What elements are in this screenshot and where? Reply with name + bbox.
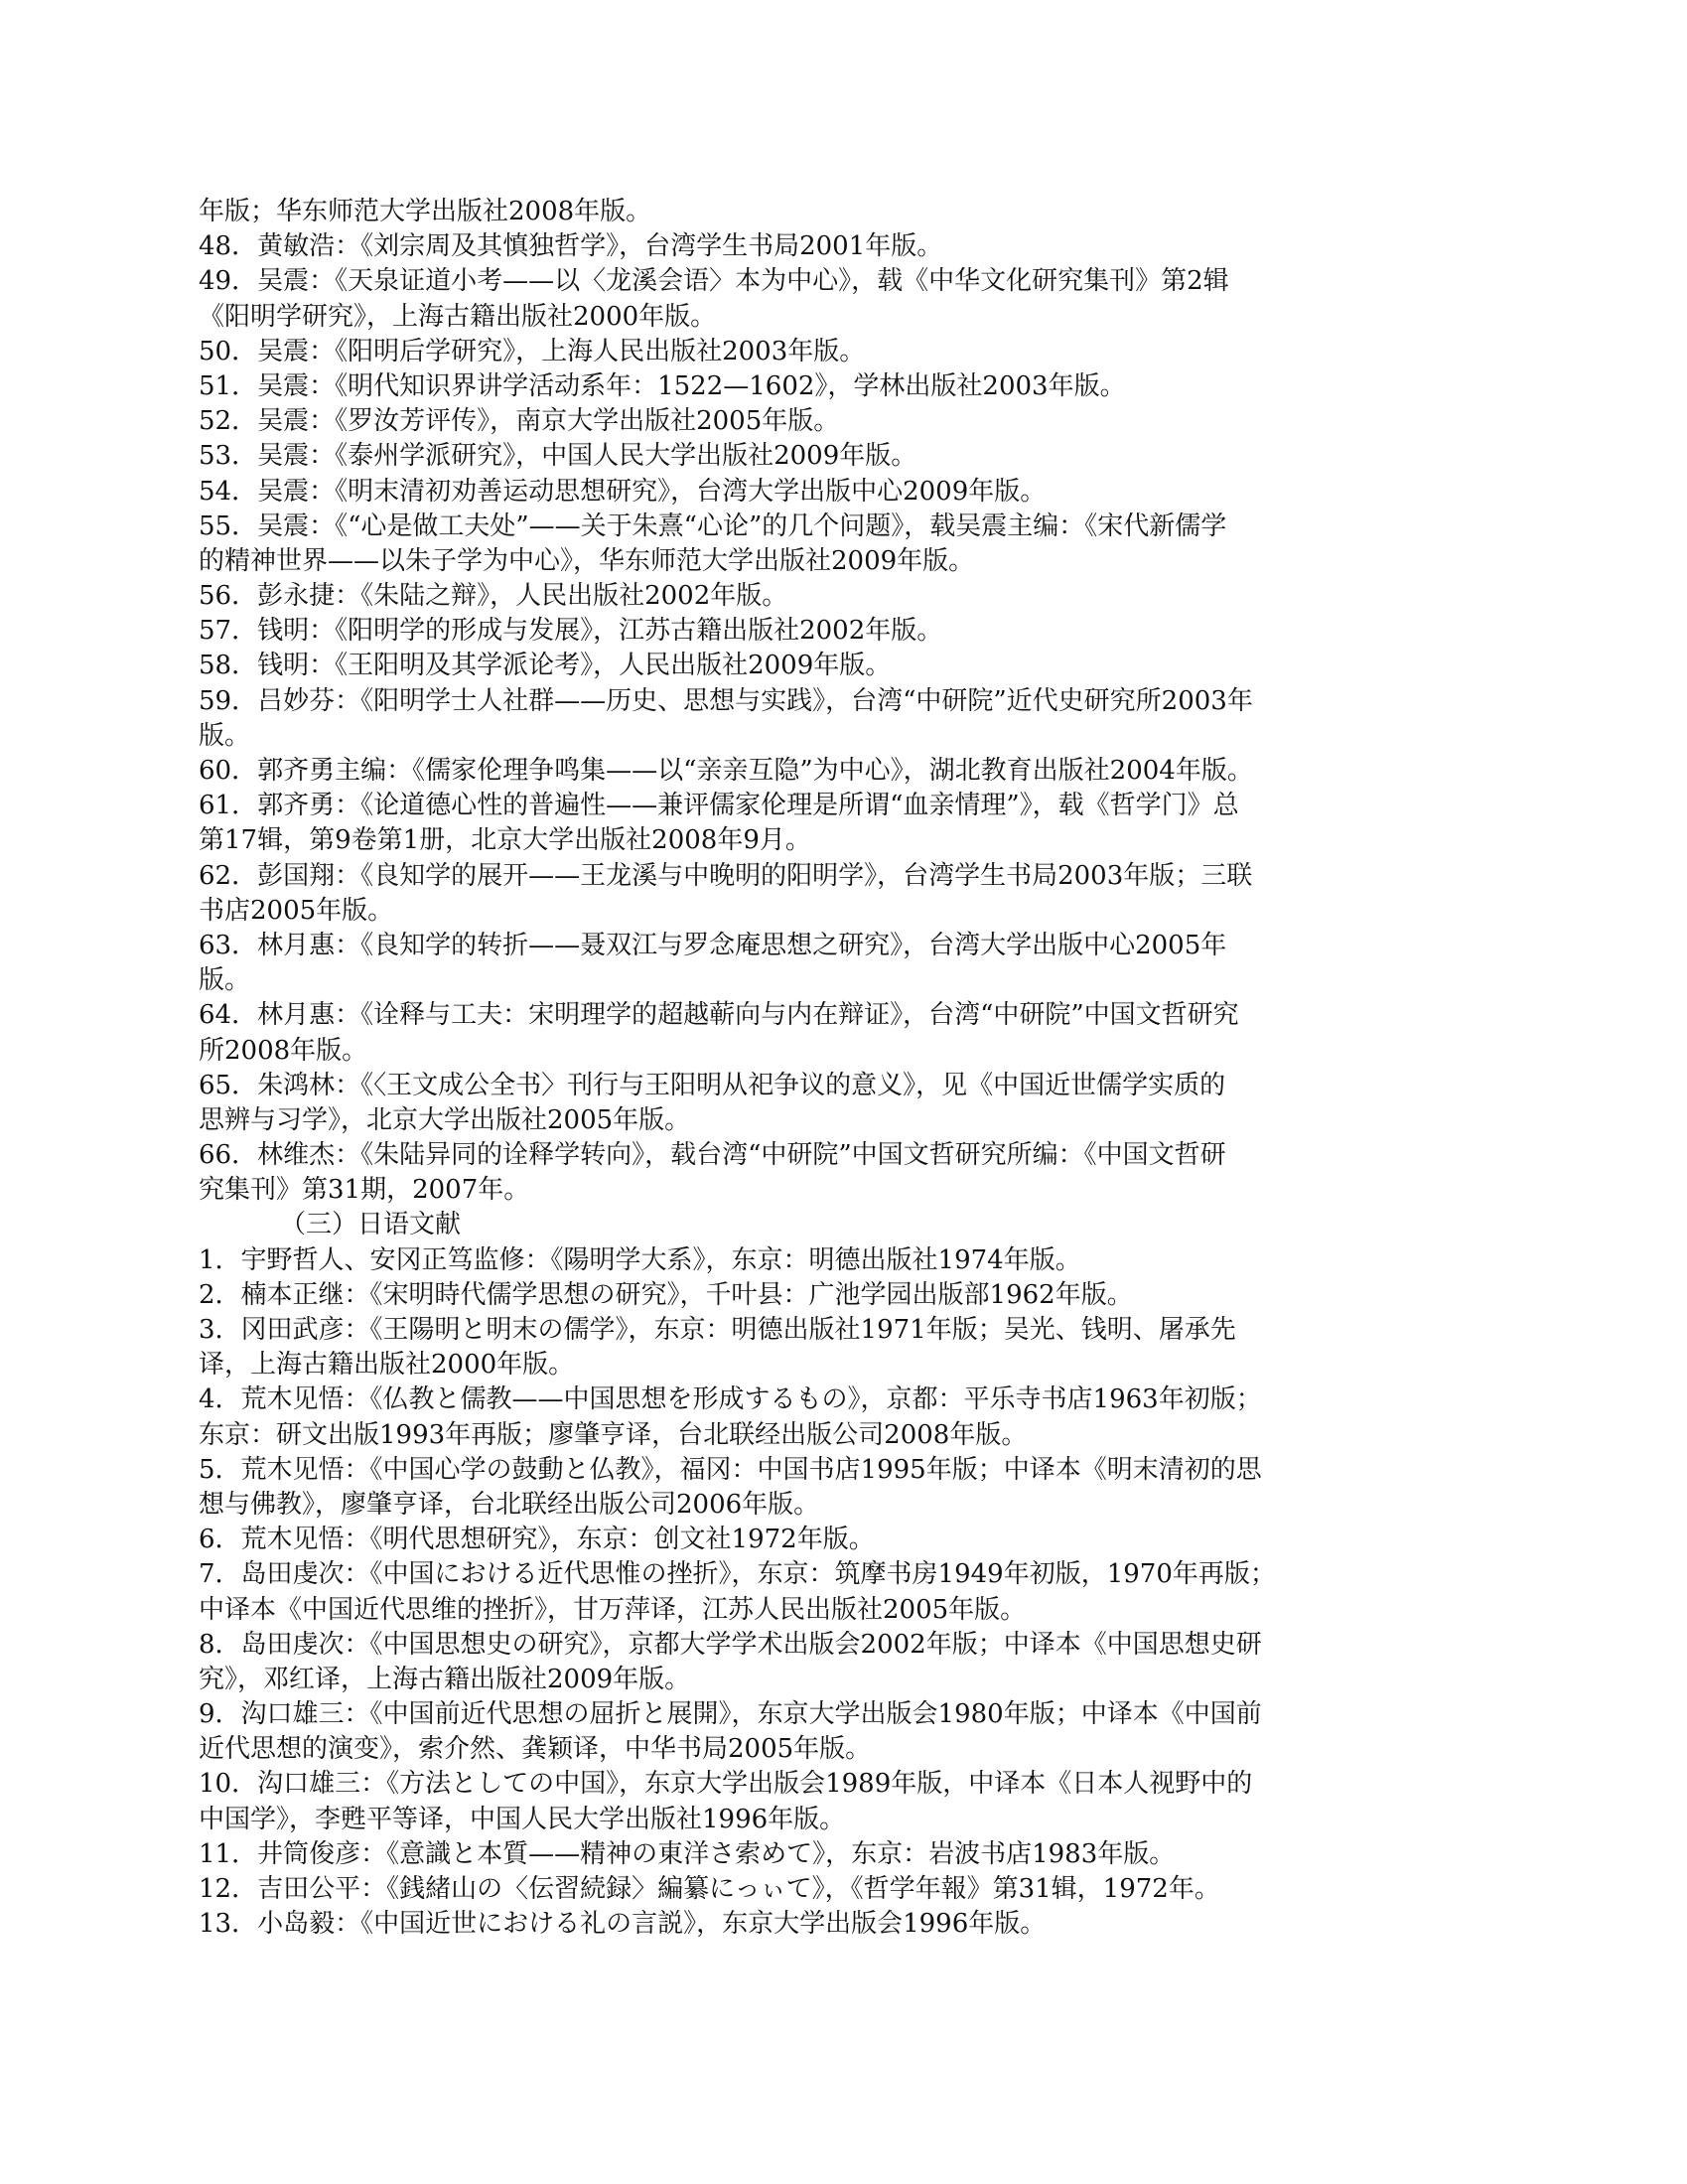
reference-entry: 48．黄敏浩：《刘宗周及其慎独哲学》，台湾学生书局2001年版。 [199, 231, 943, 262]
reference-entry: 4．荒木见悟：《仏教と儒教——中国思想を形成するもの》，京都：平乐寺书店1963年初版； [199, 1384, 1262, 1415]
reference-entry: 63．林月惠：《良知学的转折——聂双江与罗念庵思想之研究》，台湾大学出版中心2005年 [199, 930, 1227, 960]
reference-entry-continuation: 中国学》，李甦平等译，中国人民大学出版社1996年版。 [199, 1804, 846, 1834]
reference-entry: 60．郭齐勇主编：《儒家伦理争鸣集——以“亲亲互隐”为中心》，湖北教育出版社2004年版。 [199, 756, 1253, 786]
reference-entry-continuation: 所2008年版。 [199, 1035, 368, 1066]
reference-entry: 64．林月惠：《诠释与工夫：宋明理学的超越蕲向与内在辩证》，台湾“中研院”中国文哲研究 [199, 1000, 1239, 1031]
reference-entry-continuation: 思辨与习学》，北京大学出版社2005年版。 [199, 1104, 691, 1135]
reference-entry-continuation: 究集刊》第31期，2007年。 [199, 1175, 530, 1206]
reference-entry-continuation: 的精神世界——以朱子学为中心》，华东师范大学出版社2009年版。 [199, 545, 975, 576]
reference-entry: 10．沟口雄三：《方法としての中国》，东京大学出版会1989年版，中译本《日本人视野中的 [199, 1769, 1253, 1800]
reference-entry: 62．彭国翔：《良知学的展开——王龙溪与中晚明的阳明学》，台湾学生书局2003年版；三联 [199, 860, 1253, 891]
reference-entry: 8．岛田虔次：《中国思想史の研究》，京都大学学术出版会2002年版；中译本《中国思想史研 [199, 1629, 1262, 1660]
reference-entry-continuation: 究》，邓红译，上海古籍出版社2009年版。 [199, 1664, 691, 1694]
reference-entry: 3．冈田武彦：《王陽明と明末の儒学》，东京：明德出版社1971年版；吴光、钱明、屠承先 [199, 1315, 1236, 1345]
reference-entry: 54．吴震：《明末清初劝善运动思想研究》，台湾大学出版中心2009年版。 [199, 476, 1047, 507]
reference-entry-continuation: 译，上海古籍出版社2000年版。 [199, 1350, 575, 1381]
reference-entry: 53．吴震：《泰州学派研究》，中国人民大学出版社2009年版。 [199, 441, 917, 472]
reference-entry: 5．荒木见悟：《中国心学の鼓動と仏教》，福冈：中国书店1995年版；中译本《明末清初的思 [199, 1454, 1262, 1485]
reference-entry: 6．荒木见悟：《明代思想研究》，东京：创文社1972年版。 [199, 1525, 875, 1555]
reference-entry: 65．朱鸿林：《〈王文成公全书〉刊行与王阳明从祀争议的意义》，见《中国近世儒学实质的 [199, 1070, 1226, 1100]
document-page [199, 195, 1489, 1942]
reference-entry: 11．井筒俊彦：《意識と本質——精神の東洋さ索めて》，东京：岩波书店1983年版。 [199, 1838, 1176, 1869]
reference-entry: 12．吉田公平：《銭緒山の〈伝習続録〉編纂にっぃて》，《哲学年報》第31辑，1972年。 [199, 1874, 1220, 1904]
reference-entry: 49．吴震：《天泉证道小考——以〈龙溪会语〉本为中心》，载《中华文化研究集刊》第2辑 [199, 266, 1229, 297]
text-line: 年版；华东师范大学出版社2008年版。 [199, 197, 652, 226]
reference-entry: 2．楠本正继：《宋明時代儒学思想の研究》，千叶县：广池学园出版部1962年版。 [199, 1279, 1133, 1310]
reference-entry: 58．钱明：《王阳明及其学派论考》，人民出版社2009年版。 [199, 651, 892, 681]
reference-entry-continuation: 书店2005年版。 [199, 895, 394, 926]
reference-entry-continuation: 版。 [199, 965, 251, 996]
reference-entry: 56．彭永捷：《朱陆之辩》，人民出版社2002年版。 [199, 581, 788, 612]
reference-entry: 50．吴震：《阳明后学研究》，上海人民出版社2003年版。 [199, 336, 866, 366]
reference-entry-continuation: 想与佛教》，廖肇亨译，台北联经出版公司2006年版。 [199, 1489, 820, 1520]
reference-entry: 7．岛田虔次：《中国における近代思惟の挫折》，东京：筑摩书房1949年初版，1970年再版； [199, 1559, 1276, 1590]
reference-entry: 51．吴震：《明代知识界讲学活动系年：1522—1602》，学林出版社2003年版。 [199, 370, 1126, 401]
reference-entry-continuation: 《阳明学研究》，上海古籍出版社2000年版。 [199, 301, 717, 332]
reference-entry: 9．沟口雄三：《中国前近代思想の屈折と展開》，东京大学出版会1980年版；中译本《中国前 [199, 1699, 1262, 1730]
reference-entry: 61．郭齐勇：《论道德心性的普遍性——兼评儒家伦理是所谓“血亲情理”》，载《哲学门》总 [199, 791, 1239, 821]
section-heading: （三）日语文献 [280, 1210, 462, 1240]
reference-entry: 66．林维杰：《朱陆异同的诠释学转向》，载台湾“中研院”中国文哲研究所编：《中国文哲研 [199, 1140, 1226, 1171]
reference-entry: 55．吴震：《“心是做工夫处”——关于朱熹“心论”的几个问题》，载吴震主编：《宋代新儒学 [199, 510, 1227, 541]
reference-entry: 52．吴震：《罗汝芳评传》，南京大学出版社2005年版。 [199, 406, 840, 437]
reference-entry: 13．小岛毅：《中国近世における礼の言説》，东京大学出版会1996年版。 [199, 1909, 1047, 1940]
reference-entry-continuation: 中译本《中国近代思维的挫折》，甘万萍译，江苏人民出版社2005年版。 [199, 1594, 1027, 1625]
reference-entry: 59．吕妙芬：《阳明学士人社群——历史、思想与实践》，台湾“中研院”近代史研究所2003年 [199, 685, 1253, 716]
reference-entry: 57．钱明：《阳明学的形成与发展》，江苏古籍出版社2002年版。 [199, 616, 943, 647]
reference-entry-continuation: 第17辑，第9卷第1册，北京大学出版社2008年9月。 [199, 825, 811, 856]
reference-entry-continuation: 东京：研文出版1993年再版；廖肇亨译，台北联经出版公司2008年版。 [199, 1419, 1028, 1450]
reference-entry-continuation: 版。 [199, 720, 251, 751]
reference-entry: 1．宇野哲人、安冈正笃监修：《陽明学大系》，东京：明德出版社1974年版。 [199, 1244, 1081, 1275]
reference-entry-continuation: 近代思想的演变》，索介然、龚颖译，中华书局2005年版。 [199, 1734, 872, 1765]
